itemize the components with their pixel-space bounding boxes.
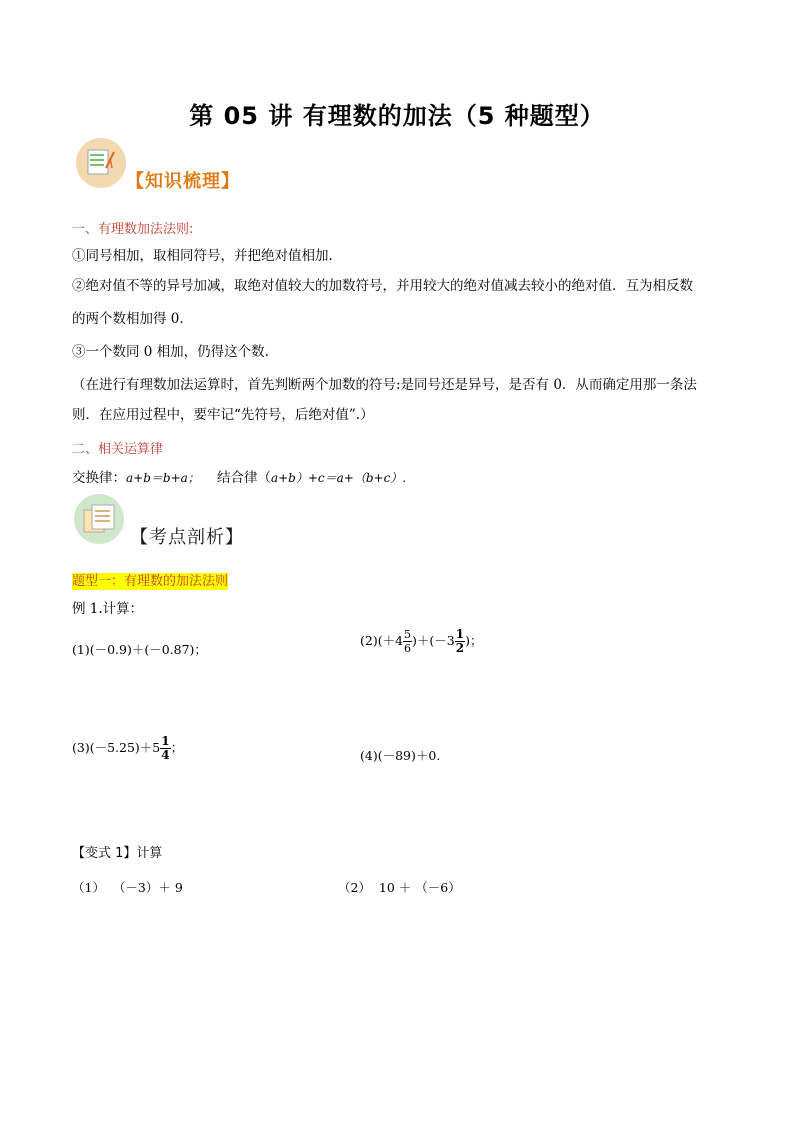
documents-icon — [74, 494, 124, 544]
section-heading-knowledge: 【知识梳理】 — [126, 171, 240, 192]
q2-suffix: )； — [465, 633, 483, 648]
associative-label: 结合律（ — [216, 470, 271, 486]
note-line2: 则．在应用过程中，要牢记“先符号，后绝对值”.） — [72, 407, 374, 423]
q3-frac-num: 1 — [161, 734, 170, 748]
example1-q3 — [72, 735, 183, 762]
q3-frac-den: 4 — [161, 748, 170, 762]
variant1-label: 【变式 1】计算 — [72, 846, 163, 861]
rules-heading: 一、有理数加法法则: — [72, 222, 194, 237]
commutative-label: 交换律： — [72, 470, 126, 486]
q2-frac1-num: 5 — [404, 628, 412, 641]
associative-law: a+b）+c＝a+（b+c）. — [270, 471, 407, 485]
q2-frac1-den: 6 — [404, 642, 412, 655]
q2-frac2-den: 2 — [455, 641, 465, 655]
q2-mid: )＋(－3 — [412, 633, 455, 648]
q2-fraction-2 — [455, 628, 465, 655]
rule-3: ③一个数同 0 相加，仍得这个数. — [72, 344, 269, 360]
commutative-law: a+b＝b+a； — [126, 471, 200, 485]
section-heading-analysis: 【考点剖析】 — [130, 527, 244, 548]
example1-q1: (1)(－0.9)＋(－0.87)； — [72, 642, 207, 657]
page-title: 第 05 讲 有理数的加法（5 种题型） — [189, 102, 605, 130]
notebook-pencil-icon — [76, 138, 126, 188]
q3-suffix: ； — [170, 740, 184, 755]
variant1-q2: （2） 10 ＋ （－6） — [338, 880, 461, 895]
example1-q4: (4)(－89)＋0. — [360, 748, 441, 763]
type1-label — [72, 570, 228, 589]
example1-label: 例 1.计算： — [72, 601, 144, 617]
rule-2-line2: 的两个数相加得 0. — [72, 311, 184, 327]
rule-2-line1: ②绝对值不等的异号加减，取绝对值较大的加数符号，并用较大的绝对值减去较小的绝对值．互为相反数 — [72, 278, 693, 294]
q3-fraction — [160, 735, 170, 762]
q2-fraction-1 — [403, 628, 412, 655]
example1-q2 — [360, 628, 483, 655]
note-line1: （在进行有理数加法运算时，首先判断两个加数的符号:是同号还是异号，是否有 0．从而确定用那一条法 — [72, 377, 697, 393]
q2-frac2-num: 1 — [455, 627, 465, 641]
rule-1: ①同号相加，取相同符号，并把绝对值相加. — [72, 248, 333, 264]
type1-highlight: 题型一：有理数的加法法则 — [72, 574, 229, 589]
variant1-q1: （1） （－3）＋ 9 — [72, 880, 183, 895]
laws-line — [72, 470, 406, 486]
q3-prefix: (3)(－5.25)＋5 — [72, 740, 161, 755]
laws-heading: 二、相关运算律 — [72, 442, 164, 457]
q2-prefix: (2)(＋4 — [360, 633, 404, 648]
